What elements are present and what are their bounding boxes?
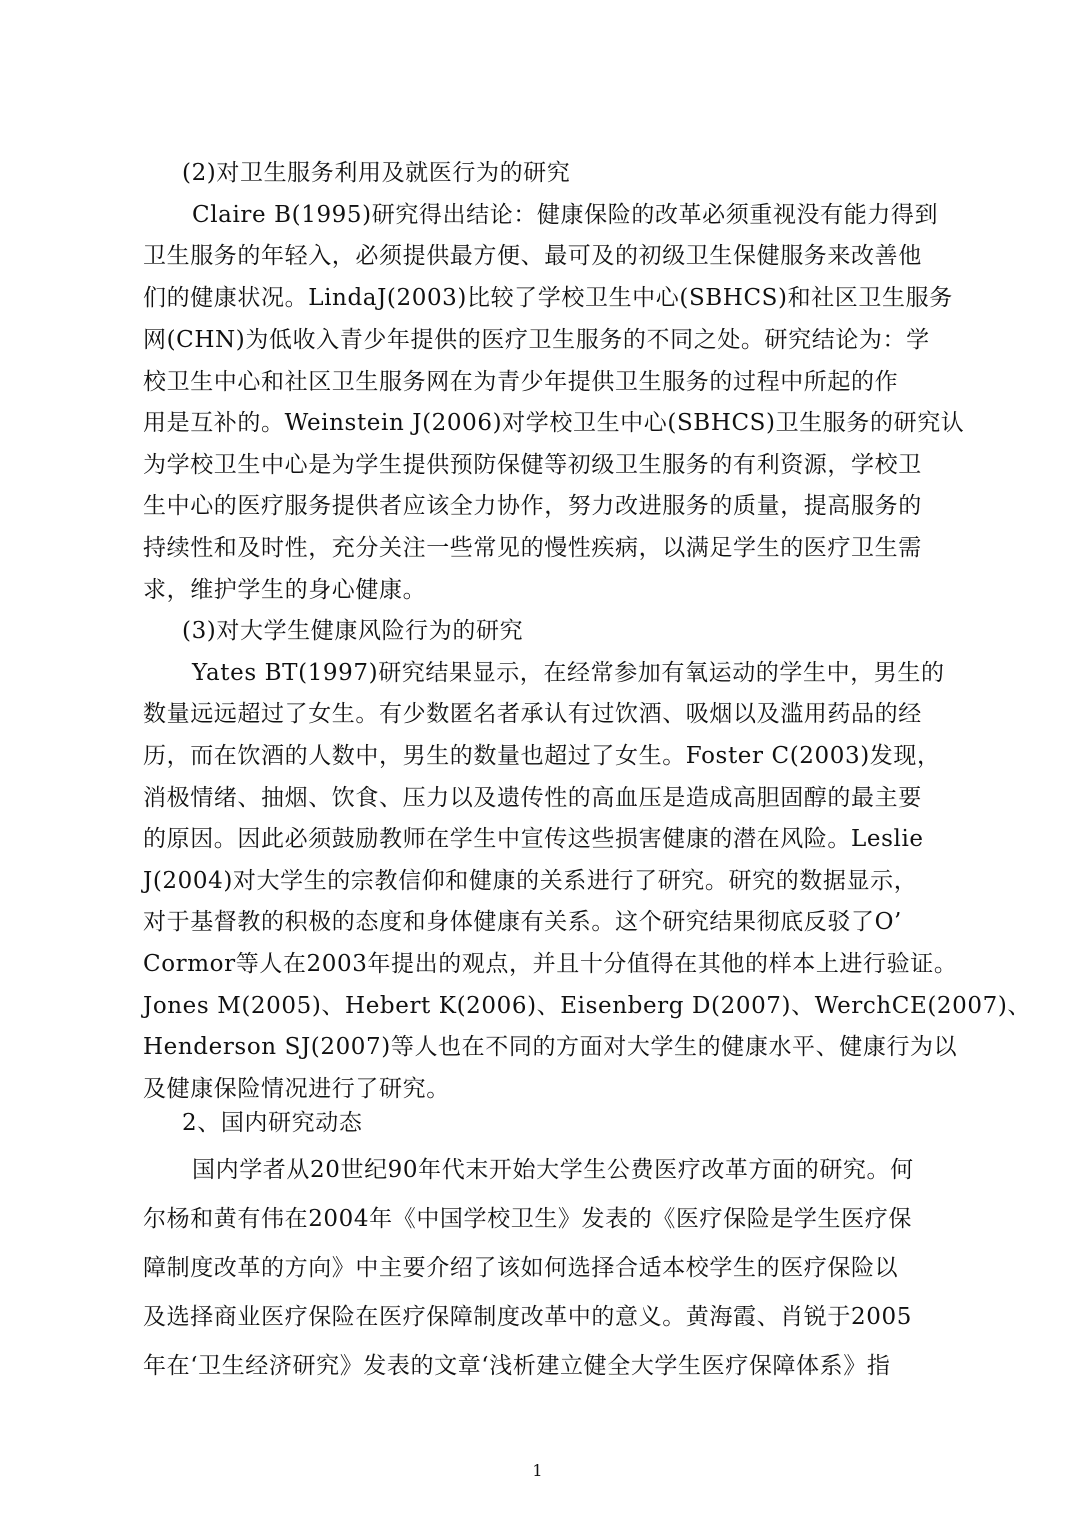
paragraph-line: 生中心的医疗服务提供者应该全力协作，努力改进服务的质量，提高服务的	[143, 493, 922, 519]
paragraph-line: 历，而在饮酒的人数中，男生的数量也超过了女生。Foster C(2003)发现，	[143, 743, 941, 769]
paragraph-line: 国内学者从20世纪90年代末开始大学生公费医疗改革方面的研究。何	[192, 1157, 914, 1183]
paragraph-line: Claire B(1995)研究得出结论：健康保险的改革必须重视没有能力得到	[192, 202, 939, 228]
paragraph-line: 尔杨和黄有伟在2004年《中国学校卫生》发表的《医疗保险是学生医疗保	[143, 1206, 912, 1232]
paragraph-line: Henderson SJ(2007)等人也在不同的方面对大学生的健康水平、健康行为以	[143, 1034, 958, 1060]
paragraph-line: 障制度改革的方向》中主要介绍了该如何选择合适本校学生的医疗保险以	[143, 1255, 899, 1281]
subsection-heading-2: (2)对卫生服务利用及就医行为的研究	[182, 160, 571, 186]
paragraph-line: Yates BT(1997)研究结果显示，在经常参加有氧运动的学生中，男生的	[192, 660, 945, 686]
section-heading: 2、国内研究动态	[182, 1110, 363, 1136]
paragraph-line: 数量远远超过了女生。有少数匿名者承认有过饮酒、吸烟以及滥用药品的经	[143, 701, 922, 727]
paragraph-line: Jones M(2005)、Hebert K(2006)、Eisenberg D(2007)、WerchCE(2007)、	[143, 993, 1032, 1019]
paragraph-line: 年在‘卫生经济研究》发表的文章‘浅析建立健全大学生医疗保障体系》指	[143, 1353, 891, 1379]
page-number: 1	[532, 1461, 543, 1480]
paragraph-line: 对于基督教的积极的态度和身体健康有关系。这个研究结果彻底反驳了O’	[143, 909, 902, 935]
paragraph-line: 求，维护学生的身心健康。	[143, 577, 427, 603]
paragraph-line: 持续性和及时性，充分关注一些常见的慢性疾病，以满足学生的医疗卫生需	[143, 535, 922, 561]
paragraph-line: 用是互补的。Weinstein J(2006)对学校卫生中心(SBHCS)卫生服务的研究认	[143, 410, 965, 436]
paragraph-line: 及健康保险情况进行了研究。	[143, 1076, 450, 1102]
paragraph-line: Cormor等人在2003年提出的观点，并且十分值得在其他的样本上进行验证。	[143, 951, 958, 977]
paragraph-line: 网(CHN)为低收入青少年提供的医疗卫生服务的不同之处。研究结论为：学	[143, 327, 930, 353]
paragraph-line: 们的健康状况。LindaJ(2003)比较了学校卫生中心(SBHCS)和社区卫生服务	[143, 285, 953, 311]
paragraph-line: J(2004)对大学生的宗教信仰和健康的关系进行了研究。研究的数据显示，	[143, 868, 918, 894]
paragraph-line: 为学校卫生中心是为学生提供预防保健等初级卫生服务的有利资源，学校卫	[143, 452, 922, 478]
paragraph-line: 卫生服务的年轻入，必须提供最方便、最可及的初级卫生保健服务来改善他	[143, 243, 922, 269]
paragraph-line: 校卫生中心和社区卫生服务网在为青少年提供卫生服务的过程中所起的作	[143, 369, 899, 395]
paragraph-line: 消极情绪、抽烟、饮食、压力以及遗传性的高血压是造成高胆固醇的最主要	[143, 785, 922, 811]
paragraph-line: 及选择商业医疗保险在医疗保障制度改革中的意义。黄海霞、肖锐于2005	[143, 1304, 912, 1330]
subsection-heading-3: (3)对大学生健康风险行为的研究	[182, 618, 524, 644]
paragraph-line: 的原因。因此必须鼓励教师在学生中宣传这些损害健康的潜在风险。Leslie	[143, 826, 924, 852]
